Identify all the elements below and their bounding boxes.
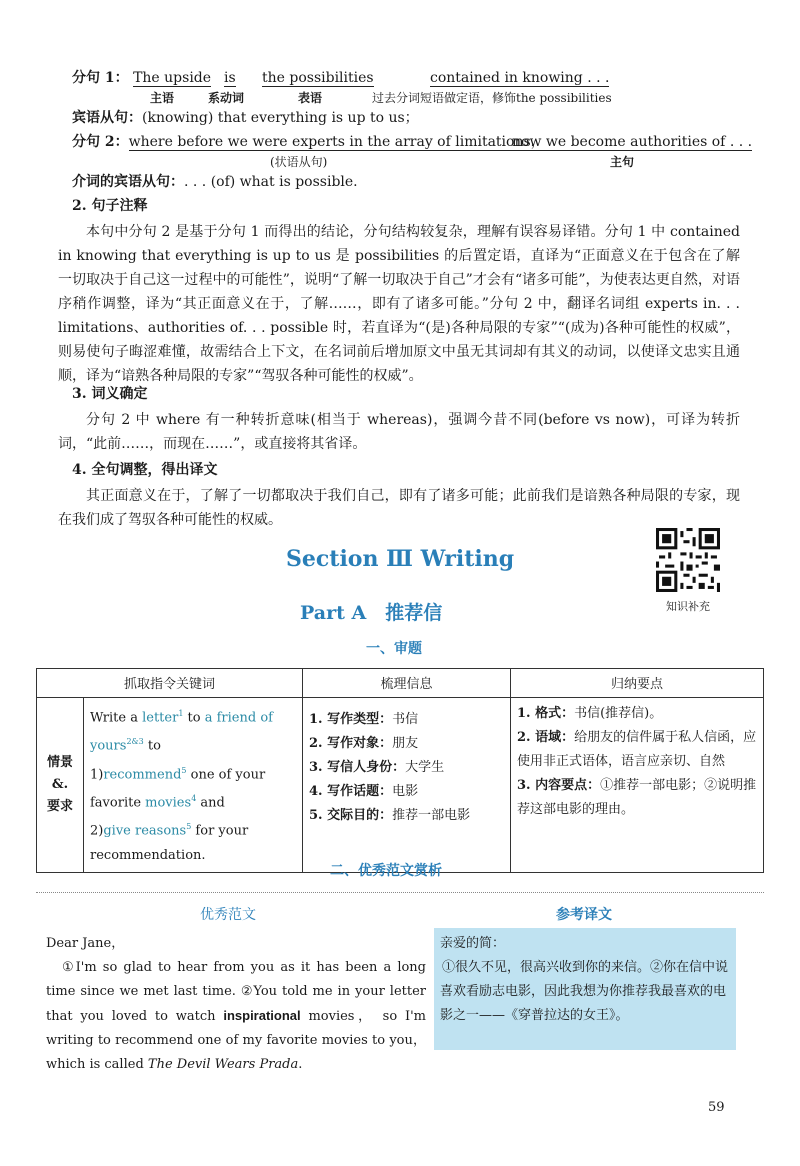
heading-full-adjustment: 4. 全句调整，得出译文 xyxy=(72,462,218,478)
qr-label: 知识补充 xyxy=(666,600,710,613)
subsection-sample: 二、优秀范文赏析 xyxy=(330,863,442,879)
clause1-verb-note: 系动词 xyxy=(208,91,245,105)
object-clause-line xyxy=(72,108,419,128)
header-keywords: 抓取指令关键词 xyxy=(37,669,303,698)
clause2-line xyxy=(72,132,545,152)
paragraph-sentence-notes: 本句中分句 2 是基于分句 1 而得出的结论，分句结构较复杂，理解有误容易译错。分句 1 中 contained in knowing that everything is up to us 是 possibilities 的后置定语，直译为“正面意义在于包含在了解一切取决于自己这一过程中的可能性”，说明“了解一切取决于自己”才会有“诸多可能”，为使表达更自然，对语序稍作调整，译为“其正面意义在于，了解……，即有了诸多可能。”分句 2 中，翻译名词组 experts in. . . limitations、authorities of. . . possible 时，若直译为“(是)各种局限的专家”“(成为)各种可能性的权威”，则易使句子晦涩难懂，故需结合上下文，在名词前后增加原文中虽无其词却有其义的动词，以使译文忠实且通顺，译为“谙熟各种局限的专家”“驾驭各种可能性的权威”。 xyxy=(58,224,740,384)
paragraph-full-adjustment: 其正面意义在于，了解了一切都取决于我们自己，即有了诸多可能；此前我们是谙熟各种局限的专家，现在我们成了驾驭各种可能性的权威。 xyxy=(58,488,740,528)
header-info: 梳理信息 xyxy=(303,669,511,698)
clause1-modifier: contained in knowing . . . xyxy=(430,70,610,86)
sample-title: 优秀范文 xyxy=(200,907,256,923)
clause1-label: 分句 1： xyxy=(72,70,129,86)
prompt-cell: Write a letter$^1$ to a friend of yours$^{2\&3}$ to 1)recommend$^5$ one of your favorite movies$^4$ and 2)give reasons$^5$ for your recommendation. xyxy=(84,698,303,873)
clause2-main: now we become authorities of . . . xyxy=(512,134,753,150)
sample-letter xyxy=(46,932,426,1077)
prep-object-clause-line xyxy=(72,172,358,192)
clause1-verb: is xyxy=(224,70,236,86)
clause2-label: 分句 2： xyxy=(72,134,129,150)
section-title: Section Ⅲ Writing xyxy=(286,546,515,572)
subsection-review: 一、审题 xyxy=(366,641,422,657)
heading-sentence-notes: 2. 句子注释 xyxy=(72,198,148,214)
clause1-subject: The upside xyxy=(133,70,212,86)
letter-greeting: Dear Jane， xyxy=(46,936,125,951)
dotted-divider xyxy=(36,892,764,893)
translation-body: ①很久不见，很高兴收到你的来信。②你在信中说喜欢看励志电影，因此我想为你推荐我最喜欢的电影之一——《穿普拉达的女王》。 xyxy=(440,960,729,1023)
ref-title: 参考译文 xyxy=(556,907,612,923)
prep-object-clause-text: . . . (of) what is possible. xyxy=(184,174,358,190)
heading-word-meaning: 3. 词义确定 xyxy=(72,386,148,402)
part-title: Part A 推荐信 xyxy=(300,602,443,624)
translation-box xyxy=(434,928,736,1050)
row-label: 情景 &. 要求 xyxy=(37,698,84,873)
page-number: 59 xyxy=(708,1100,725,1115)
qr-block[interactable] xyxy=(656,528,720,614)
clause1-predicative: the possibilities xyxy=(262,70,374,86)
prep-object-clause-label: 介词的宾语从句： xyxy=(72,174,184,190)
clause1-predicative-note: 表语 xyxy=(298,91,323,105)
translation-greeting: 亲爱的简： xyxy=(440,936,506,951)
clause2-main-note: 主句 xyxy=(610,155,635,169)
clause2-adverbial: where before we were experts in the array of limitations， xyxy=(128,134,545,150)
clause1-line xyxy=(72,68,211,88)
analysis-table xyxy=(36,668,764,873)
clause1-modifier-note: 过去分词短语做定语，修饰the possibilities xyxy=(372,91,612,105)
letter-body: ①I'm so glad to hear from you as it has been a long time since we met last time. ②You told me in your letter that you loved to watch inspirational movies， so I'm writing to recommend one of my favorite movies to you， which is called The Devil Wears Prada. xyxy=(46,960,426,1072)
qr-code-icon[interactable] xyxy=(656,528,720,592)
header-points: 归纳要点 xyxy=(511,669,764,698)
info-cell: 1. 写作类型：书信 2. 写作对象：朋友 3. 写信人身份：大学生 4. 写作话题：电影 5. 交际目的：推荐一部电影 xyxy=(303,698,511,873)
points-cell: 1. 格式：书信(推荐信)。 2. 语域：给朋友的信件属于私人信函，应使用非正式语体，语言应亲切、自然 3. 内容要点：①推荐一部电影；②说明推荐这部电影的理由。 xyxy=(511,698,764,873)
object-clause-text: (knowing) that everything is up to us； xyxy=(142,110,419,126)
clause1-subject-note: 主语 xyxy=(150,91,175,105)
object-clause-label: 宾语从句： xyxy=(72,110,142,126)
paragraph-word-meaning: 分句 2 中 where 有一种转折意味(相当于 whereas)，强调今昔不同(before vs now)，可译为转折词，“此前……，而现在……”，或直接将其省译。 xyxy=(58,412,740,452)
clause2-adverbial-note: (状语从句) xyxy=(270,155,328,169)
